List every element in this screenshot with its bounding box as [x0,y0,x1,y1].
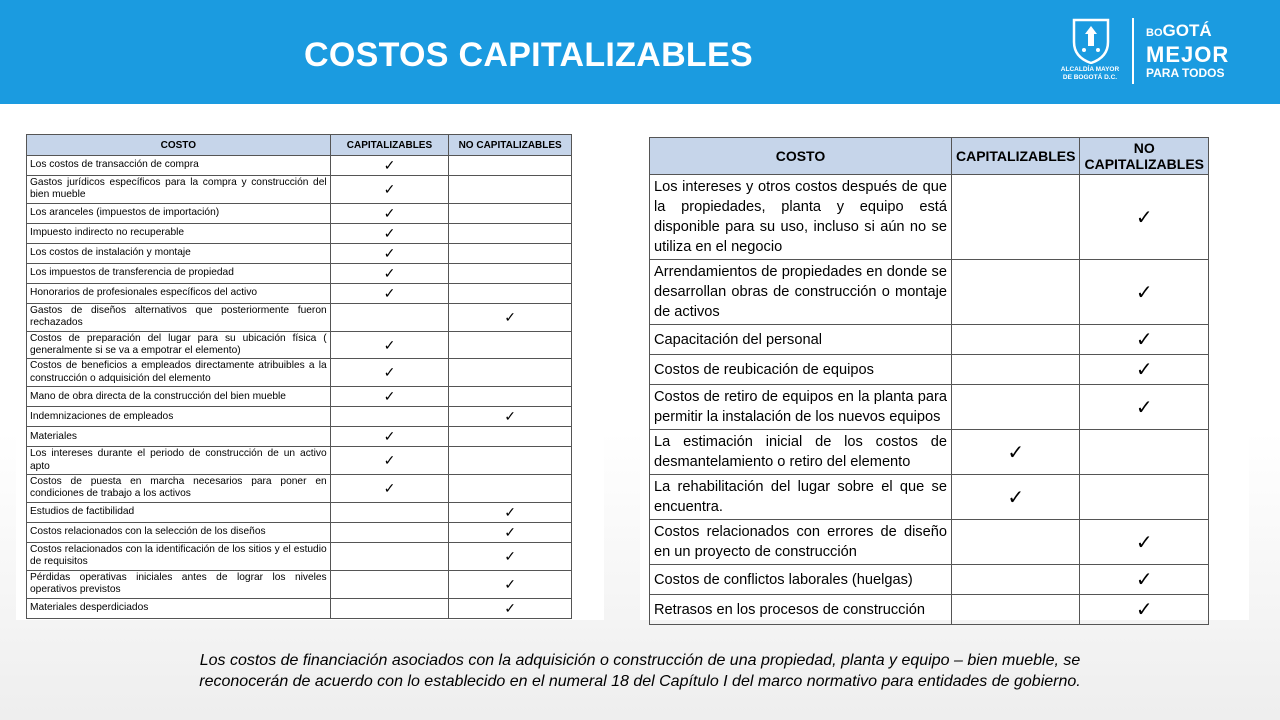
cost-description: Gastos jurídicos específicos para la compra y construcción del bien mueble [27,176,331,204]
cost-description: Costos de reubicación de equipos [650,355,952,385]
table-row [650,325,1209,355]
table-row [27,331,572,359]
capitalizable-cell: ✓ [330,283,449,303]
no-capitalizable-cell [449,243,572,263]
no-capitalizable-cell: ✓ [449,598,572,618]
capitalizable-cell: ✓ [951,430,1080,475]
capitalizable-cell [951,325,1080,355]
capitalizable-cell [951,565,1080,595]
table-row [650,565,1209,595]
capitalizable-cell: ✓ [330,203,449,223]
cost-description: Los aranceles (impuestos de importación) [27,203,331,223]
column-header-no-capitalizables: NO CAPITALIZABLES [449,135,572,156]
logo-entity-text [1048,66,1132,82]
cost-description: Costos de puesta en marcha necesarios para poner en condiciones de trabajo a los activos [27,475,331,503]
cost-description: Estudios de factibilidad [27,502,331,522]
capitalizable-cell: ✓ [330,176,449,204]
cost-description: Costos relacionados con la selección de los diseños [27,522,331,542]
no-capitalizable-cell: ✓ [1080,595,1209,625]
no-capitalizable-cell: ✓ [1080,565,1209,595]
capitalizable-cell [951,595,1080,625]
no-capitalizable-cell: ✓ [449,570,572,598]
table-row [650,385,1209,430]
no-capitalizable-cell: ✓ [1080,175,1209,260]
table-body [27,156,572,619]
logo-entity-line2: DE BOGOTÁ D.C. [1062,74,1118,81]
no-capitalizable-cell: ✓ [1080,260,1209,325]
no-capitalizable-cell [449,427,572,447]
table-row [27,243,572,263]
table-row [27,447,572,475]
no-capitalizable-cell [449,387,572,407]
page-title: COSTOS CAPITALIZABLES [304,36,753,74]
footer-note [80,650,1200,692]
table-row [27,475,572,503]
logo-brand-mid: MEJOR [1146,42,1230,67]
cost-description: Honorarios de profesionales específicos del activo [27,283,331,303]
table-row [650,520,1209,565]
cost-description: Los impuestos de transferencia de propiedad [27,263,331,283]
capitalizable-cell: ✓ [330,447,449,475]
cost-description: Costos relacionados con la identificación de los sitios y el estudio de requisitos [27,542,331,570]
logo-brand-small: BO [1146,27,1163,39]
cost-description: Los costos de instalación y montaje [27,243,331,263]
capitalizable-cell [951,355,1080,385]
cost-description: Costos de preparación del lugar para su ubicación física ( generalmente si se va a empotrar el elemento) [27,331,331,359]
capitalizable-cell: ✓ [330,223,449,243]
coat-of-arms-icon [1070,16,1112,64]
capitalizable-cell [330,502,449,522]
cost-description: Capacitación del personal [650,325,952,355]
cost-description: Los costos de transacción de compra [27,156,331,176]
capitalizable-cell: ✓ [330,263,449,283]
table-row [27,522,572,542]
table-row [27,502,572,522]
cost-description: Los intereses y otros costos después de que la propiedades, planta y equipo está disponible para su uso, incluso si aún no se utiliza en el negocio [650,175,952,260]
capitalizable-cell: ✓ [330,359,449,387]
no-capitalizable-cell [449,475,572,503]
table-row [650,475,1209,520]
capitalizable-cell [951,175,1080,260]
no-capitalizable-cell [449,203,572,223]
no-capitalizable-cell: ✓ [449,407,572,427]
capitalizable-cell: ✓ [330,243,449,263]
capitalizable-cell [951,385,1080,430]
logo-entity-line1: ALCALDÍA MAYOR [1060,66,1120,73]
no-capitalizable-cell [1080,430,1209,475]
table-row [650,430,1209,475]
column-header-costo: COSTO [27,135,331,156]
no-capitalizable-cell: ✓ [449,542,572,570]
cost-description: Retrasos en los procesos de construcción [650,595,952,625]
table-row [27,427,572,447]
logo-brand-bottom: PARA TODOS [1146,66,1225,80]
table-row [27,203,572,223]
column-header-capitalizables: CAPITALIZABLES [330,135,449,156]
header-bar [0,0,1280,104]
capitalizable-cell [330,303,449,331]
column-header-capitalizables: CAPITALIZABLES [951,138,1080,175]
table-row [27,156,572,176]
costs-table-1 [26,134,572,619]
table-row [27,542,572,570]
table-row [650,175,1209,260]
cost-description: Materiales [27,427,331,447]
table-row [27,303,572,331]
footer-line-2: reconocerán de acuerdo con lo establecido en el numeral 18 del Capítulo I del marco normativo para entidades de gobierno. [199,673,1081,690]
right-table-panel [640,128,1249,620]
no-capitalizable-cell [449,156,572,176]
table-header-row [650,138,1209,175]
cost-description: Costos de beneficios a empleados directamente atribuibles a la construcción o adquisición del elemento [27,359,331,387]
left-table-panel [16,126,604,620]
no-capitalizable-cell: ✓ [449,303,572,331]
cost-description: Materiales desperdiciados [27,598,331,618]
cost-description: Costos de conflictos laborales (huelgas) [650,565,952,595]
cost-description: Gastos de diseños alternativos que posteriormente fueron rechazados [27,303,331,331]
capitalizable-cell [330,522,449,542]
column-header-costo: COSTO [650,138,952,175]
no-capitalizable-cell: ✓ [449,502,572,522]
table-row [27,407,572,427]
no-capitalizable-cell: ✓ [449,522,572,542]
no-capitalizable-cell [449,283,572,303]
logo-brand-big: GOTÁ [1162,21,1212,40]
capitalizable-cell [330,407,449,427]
no-capitalizable-cell [449,447,572,475]
table-row [27,223,572,243]
no-capitalizable-cell [1080,475,1209,520]
costs-table-2 [649,137,1209,625]
capitalizable-cell [330,570,449,598]
table-row [27,176,572,204]
bogota-logo [1048,16,1248,88]
cost-description: La estimación inicial de los costos de desmantelamiento o retiro del elemento [650,430,952,475]
capitalizable-cell: ✓ [330,427,449,447]
no-capitalizable-cell [449,331,572,359]
cost-description: Indemnizaciones de empleados [27,407,331,427]
table-row [27,263,572,283]
capitalizable-cell: ✓ [330,331,449,359]
table-row [650,355,1209,385]
cost-description: La rehabilitación del lugar sobre el que se encuentra. [650,475,952,520]
capitalizable-cell: ✓ [951,475,1080,520]
table-body [650,175,1209,625]
cost-description: Pérdidas operativas iniciales antes de lograr los niveles operativos previstos [27,570,331,598]
table-header-row [27,135,572,156]
no-capitalizable-cell: ✓ [1080,355,1209,385]
table-row [27,387,572,407]
cost-description: Arrendamientos de propiedades en donde se desarrollan obras de construcción o montaje de activos [650,260,952,325]
no-capitalizable-cell [449,223,572,243]
table-row [27,598,572,618]
no-capitalizable-cell [449,359,572,387]
capitalizable-cell: ✓ [330,475,449,503]
column-header-no-capitalizables: NO CAPITALIZABLES [1080,138,1209,175]
table-row [27,570,572,598]
table-row [650,595,1209,625]
no-capitalizable-cell [449,176,572,204]
capitalizable-cell: ✓ [330,387,449,407]
table-row [650,260,1209,325]
no-capitalizable-cell [449,263,572,283]
footer-line-1: Los costos de financiación asociados con la adquisición o construcción de una propiedad, planta y equipo – bien mueble, se [199,652,1081,669]
capitalizable-cell [330,598,449,618]
cost-description: Los intereses durante el periodo de construcción de un activo apto [27,447,331,475]
capitalizable-cell [330,542,449,570]
capitalizable-cell [951,260,1080,325]
table-row [27,283,572,303]
cost-description: Mano de obra directa de la construcción del bien mueble [27,387,331,407]
no-capitalizable-cell: ✓ [1080,385,1209,430]
capitalizable-cell [951,520,1080,565]
table-row [27,359,572,387]
logo-brand [1146,20,1229,80]
cost-description: Impuesto indirecto no recuperable [27,223,331,243]
logo-divider [1132,18,1134,84]
no-capitalizable-cell: ✓ [1080,325,1209,355]
cost-description: Costos relacionados con errores de diseño en un proyecto de construcción [650,520,952,565]
no-capitalizable-cell: ✓ [1080,520,1209,565]
cost-description: Costos de retiro de equipos en la planta para permitir la instalación de los nuevos equipos [650,385,952,430]
capitalizable-cell: ✓ [330,156,449,176]
